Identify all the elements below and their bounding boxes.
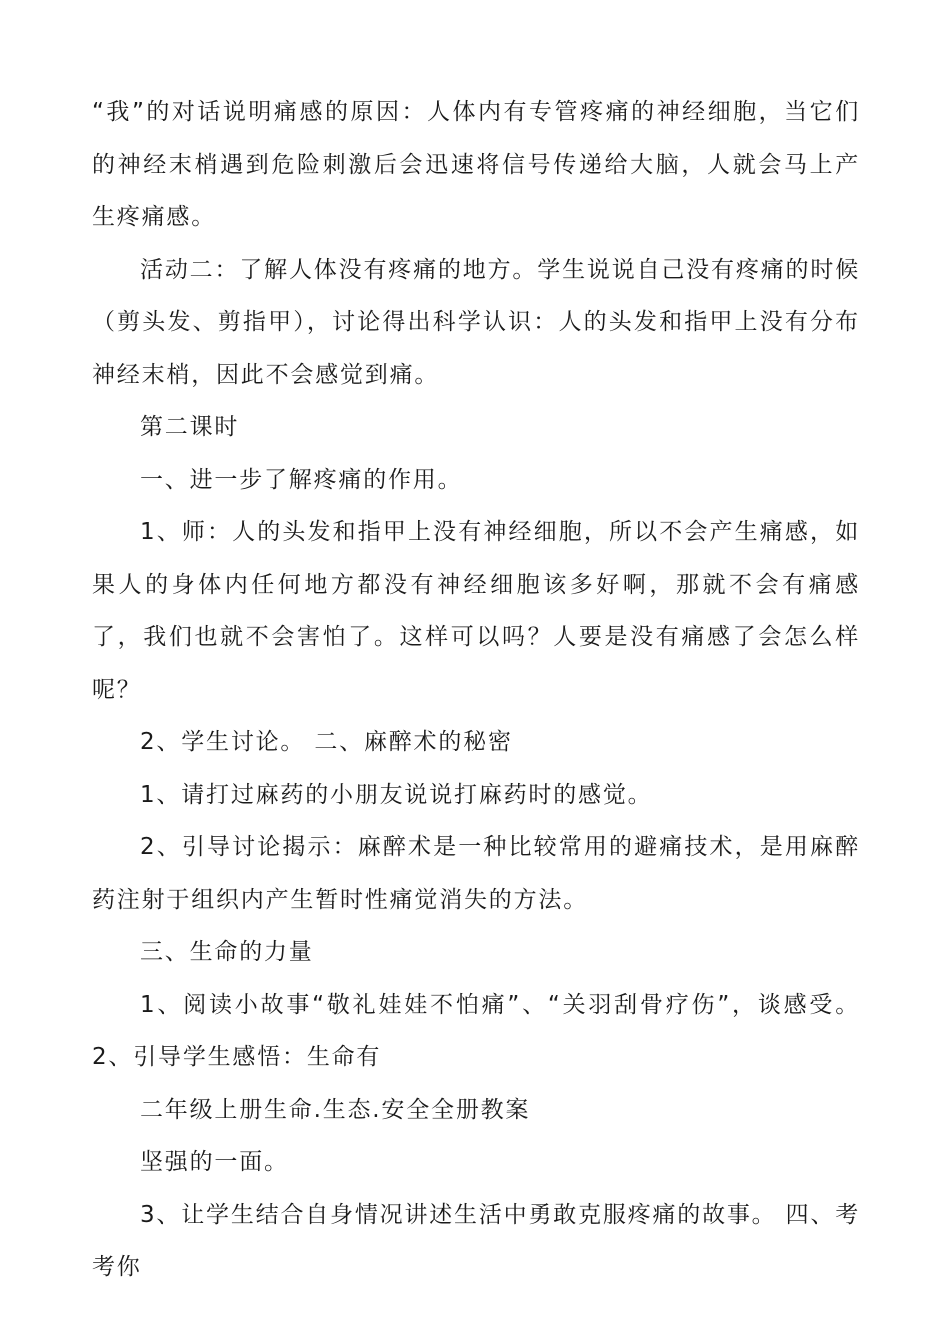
paragraph-anesthesia-feeling: 1、请打过麻药的小朋友说说打麻药时的感觉。 <box>140 781 653 808</box>
paragraph-teacher-question: 1、师：人的头发和指甲上没有神经细胞，所以不会产生痛感，如果人的身体内任何地方都没有神经细胞该多好啊，那就不会有痛感了，我们也就不会害怕了。这样可以吗？人要是没有痛感了会怎么样呢？ <box>92 519 860 703</box>
paragraph-own-story: 3、让学生结合自身情况讲述生活中勇敢克服疼痛的故事。 四、考考你 <box>92 1201 860 1280</box>
paragraph-anesthesia-explanation: 2、引导讨论揭示：麻醉术是一种比较常用的避痛技术，是用麻醉药注射于组织内产生暂时性痛觉消失的方法。 <box>92 834 860 913</box>
paragraph-discussion-anesthesia: 2、学生讨论。 二、麻醉术的秘密 <box>140 729 513 755</box>
paragraph-activity-two: 活动二：了解人体没有疼痛的地方。学生说说自己没有疼痛的时候（剪头发、剪指甲），讨论得出科学认识：人的头发和指甲上没有分布神经末梢，因此不会感觉到痛。 <box>92 256 860 388</box>
section-heading-pain-function: 一、进一步了解疼痛的作用。 <box>140 466 463 493</box>
paragraph-stories: 1、阅读小故事“敬礼娃娃不怕痛”、“关羽刮骨疗伤”，谈感受。 2、引导学生感悟：生命有 <box>92 991 860 1070</box>
paragraph-strong-side: 坚强的一面。 <box>140 1149 289 1175</box>
section-heading-second-lesson: 第二课时 <box>140 414 240 440</box>
document-page <box>92 86 860 1294</box>
section-heading-life-power: 三、生命的力量 <box>140 939 314 965</box>
paragraph-pain-cause: “我”的对话说明痛感的原因：人体内有专管疼痛的神经细胞，当它们的神经末梢遇到危险刺激后会迅速将信号传递给大脑，人就会马上产生疼痛感。 <box>92 99 860 230</box>
running-header-text: 二年级上册生命.生态.安全全册教案 <box>140 1096 531 1123</box>
